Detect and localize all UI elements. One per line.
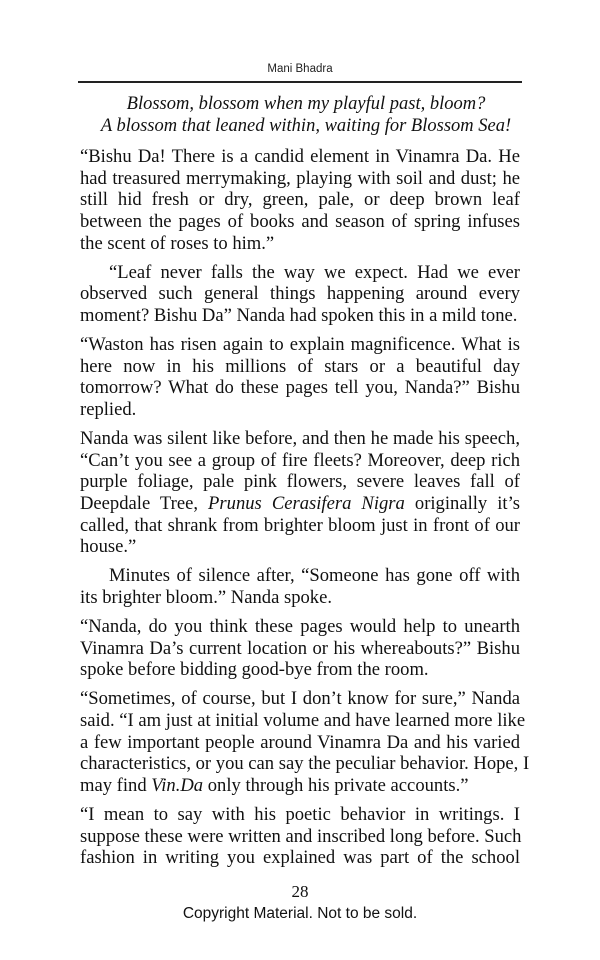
text-segment: Minutes of silence after, “Someone has gone off with (109, 565, 520, 587)
text-segment: Vinamra Da’s current location or his whereabouts?” Bishu (80, 637, 520, 659)
text-line (80, 283, 520, 305)
text-line (80, 587, 520, 609)
paragraph (80, 616, 520, 681)
text-line (80, 659, 520, 681)
text-line (80, 638, 520, 660)
text-line (80, 399, 520, 421)
text-segment: “Sometimes, of course, but I don’t know for sure,” Nanda (80, 688, 520, 710)
text-segment: “Waston has risen again to explain magnificence. What is (80, 334, 520, 356)
paragraph (80, 334, 520, 421)
text-segment: only through his private accounts.” (203, 775, 469, 797)
text-line (80, 189, 520, 211)
text-segment: said. “I am just at initial volume and have learned more like (80, 710, 526, 732)
text-segment: suppose these were written and inscribed long before. Such (80, 825, 522, 847)
text-line (80, 377, 520, 399)
text-segment: the scent of roses to him.” (80, 232, 275, 254)
text-segment: between the pages of books and season of spring infuses (80, 210, 520, 232)
paragraph (80, 262, 520, 327)
page-number: 28 (291, 882, 309, 901)
text-segment: “Nanda, do you think these pages would help to unearth (80, 616, 520, 638)
text-line (80, 804, 520, 826)
copyright-notice: Copyright Material. Not to be sold. (182, 905, 418, 922)
text-line (80, 732, 520, 754)
text-segment: a few important people around Vinamra Da and his varied (80, 731, 520, 753)
text-line (80, 305, 520, 327)
text-segment: “Can’t you see a group of fire fleets? Moreover, deep rich (80, 449, 520, 471)
paragraph (80, 428, 520, 558)
text-segment: originally it’s (404, 493, 520, 515)
text-segment: its brighter bloom.” Nanda spoke. (80, 587, 332, 609)
text-segment: house.” (80, 536, 137, 558)
text-line (80, 356, 520, 378)
paragraph (80, 804, 520, 869)
text-line (80, 262, 520, 284)
running-header-author: Mani Bhadra (267, 63, 333, 75)
text-segment: fashion in writing you explained was part of the school (80, 847, 520, 869)
text-line (80, 775, 520, 797)
text-segment: “Leaf never falls the way we expect. Had we ever (109, 261, 520, 283)
text-segment: tomorrow? What do these pages tell you, Nanda?” Bishu (80, 377, 520, 399)
text-line (80, 710, 526, 732)
paragraph (80, 146, 520, 254)
text-line (80, 233, 520, 255)
text-segment: “Bishu Da! There is a candid element in Vinamra Da. He (80, 146, 520, 167)
epigraph-poem (80, 93, 524, 137)
text-segment: may find (80, 775, 152, 797)
text-segment: replied. (80, 399, 137, 420)
header-divider (78, 81, 522, 83)
text-segment: purple foliage, pale pink flowers, severe leaves fall of (80, 471, 520, 493)
text-line (80, 168, 520, 190)
paragraph (80, 688, 530, 797)
text-line (80, 211, 520, 233)
text-line (80, 536, 520, 558)
paragraph (80, 565, 520, 608)
text-line (80, 450, 520, 472)
text-segment: characteristics, or you can say the peculiar behavior. Hope, I (80, 753, 530, 775)
text-segment: observed such general things happening around every (80, 283, 520, 305)
text-line (80, 334, 520, 356)
text-line (80, 616, 520, 638)
text-segment: moment? Bishu Da” Nanda had spoken this in a mild tone. (80, 304, 518, 326)
text-line (80, 493, 520, 515)
text-line (80, 688, 520, 710)
text-segment: Deepdale Tree, (80, 493, 209, 515)
text-line (80, 565, 520, 587)
text-segment: spoke before bidding good-bye from the room. (80, 659, 429, 681)
text-line (80, 753, 530, 775)
text-segment: here now in his millions of stars or a beautiful day (80, 355, 520, 377)
body-text (80, 146, 530, 876)
text-line (80, 826, 520, 848)
poem-line: Blossom, blossom when my playful past, bloom? (126, 94, 486, 114)
text-segment: Nanda was silent like before, and then he made his speech, (80, 428, 520, 450)
text-segment: called, that shrank from brighter bloom just in front of our (80, 514, 520, 536)
italic-text: Prunus Cerasifera Nigra (208, 493, 405, 515)
text-line (80, 847, 520, 869)
text-segment: “I mean to say with his poetic behavior in writings. I (80, 804, 520, 826)
text-segment: still hid fresh or dry, green, pale, or deep brown leaf (80, 189, 520, 211)
text-line (80, 515, 520, 537)
text-line (80, 428, 520, 450)
italic-text: Vin.Da (151, 775, 204, 797)
text-line (80, 146, 520, 168)
text-line (80, 471, 520, 493)
poem-line: A blossom that leaned within, waiting for Blossom Sea! (100, 116, 512, 136)
text-segment: had treasured merrymaking, playing with soil and dust; he (80, 167, 520, 189)
